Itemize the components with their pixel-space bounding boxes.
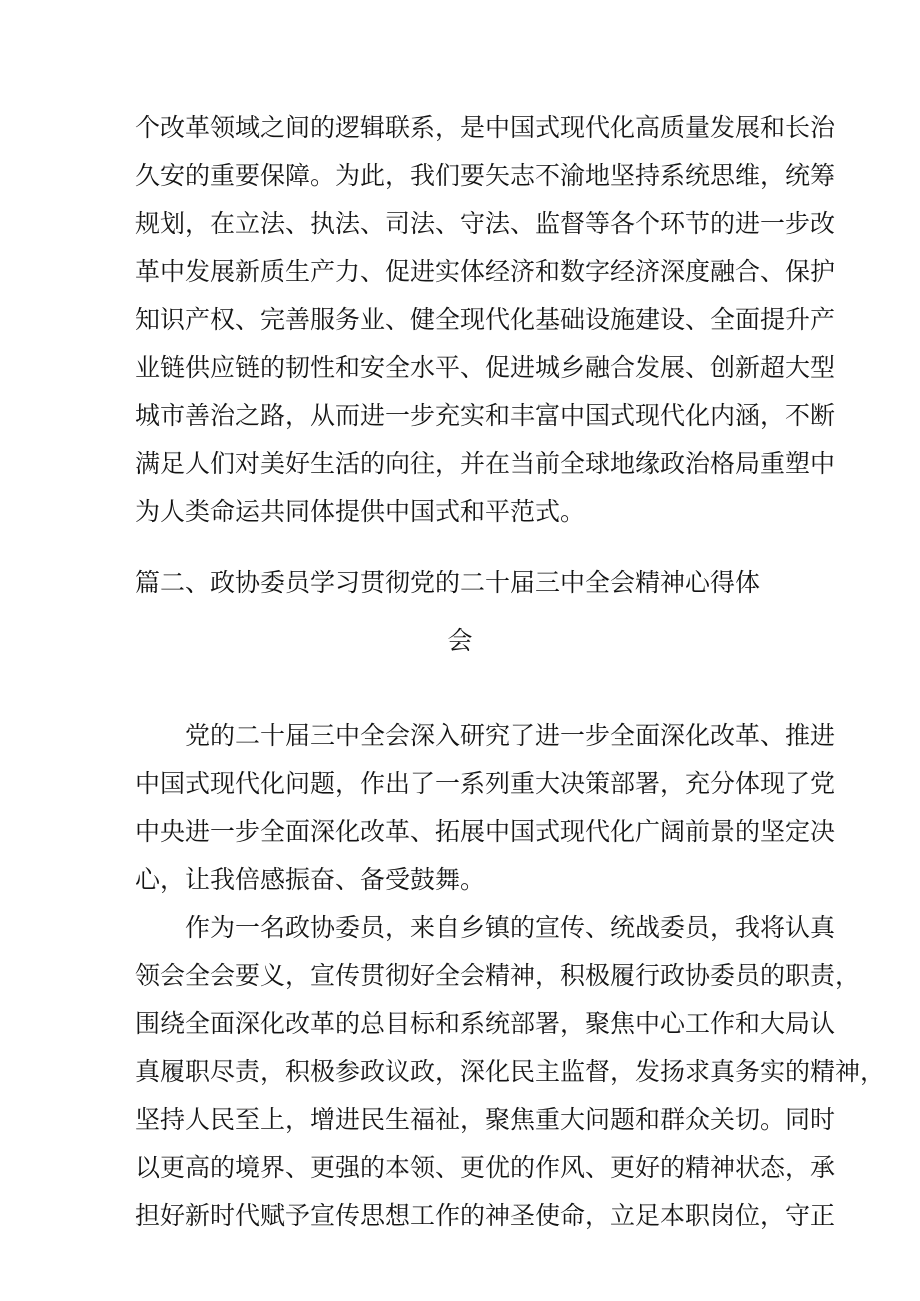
paragraph-line: 为人类命运共同体提供中国式和平范式。 — [135, 497, 586, 526]
paragraph-line: 担好新时代赋予宣传思想工作的神圣使命，立足本职岗位，守正 — [135, 1201, 836, 1230]
section-heading-line-1: 篇二、政协委员学习贯彻党的二十届三中全会精神心得体 — [135, 568, 761, 597]
paragraph-line: 业链供应链的韧性和安全水平、促进城乡融合发展、创新超大型 — [135, 353, 836, 382]
paragraph-line: 满足人们对美好生活的向往，并在当前全球地缘政治格局重塑中 — [135, 449, 836, 478]
paragraph-line: 中央进一步全面深化改革、拓展中国式现代化广阔前景的坚定决 — [135, 817, 836, 846]
paragraph-line: 城市善治之路，从而进一步充实和丰富中国式现代化内涵，不断 — [135, 401, 836, 430]
paragraph-line: 心，让我倍感振奋、备受鼓舞。 — [135, 865, 486, 894]
paragraph-first-line: 作为一名政协委员，来自乡镇的宣传、统战委员，我将认真 — [185, 913, 836, 942]
paragraph-line: 围绕全面深化改革的总目标和系统部署，聚焦中心工作和大局认 — [135, 1009, 836, 1038]
paragraph-line: 革中发展新质生产力、促进实体经济和数字经济深度融合、保护 — [135, 257, 836, 286]
paragraph-first-line: 党的二十届三中全会深入研究了进一步全面深化改革、推进 — [185, 721, 836, 750]
paragraph-line: 以更高的境界、更强的本领、更优的作风、更好的精神状态，承 — [135, 1153, 836, 1182]
paragraph-line: 个改革领域之间的逻辑联系，是中国式现代化高质量发展和长治 — [135, 113, 836, 142]
paragraph-line: 坚持人民至上，增进民生福祉，聚焦重大问题和群众关切。同时 — [135, 1105, 836, 1134]
section-heading-line-2: 会 — [447, 626, 473, 655]
paragraph-line: 领会全会要义，宣传贯彻好全会精神，积极履行政协委员的职责， — [135, 961, 861, 990]
paragraph-line: 中国式现代化问题，作出了一系列重大决策部署，充分体现了党 — [135, 769, 836, 798]
paragraph-line: 真履职尽责，积极参政议政，深化民主监督，发扬求真务实的精神， — [135, 1057, 886, 1086]
paragraph-line: 规划，在立法、执法、司法、守法、监督等各个环节的进一步改 — [135, 209, 836, 238]
paragraph-line: 久安的重要保障。为此，我们要矢志不渝地坚持系统思维，统筹 — [135, 161, 836, 190]
paragraph-line: 知识产权、完善服务业、健全现代化基础设施建设、全面提升产 — [135, 305, 836, 334]
